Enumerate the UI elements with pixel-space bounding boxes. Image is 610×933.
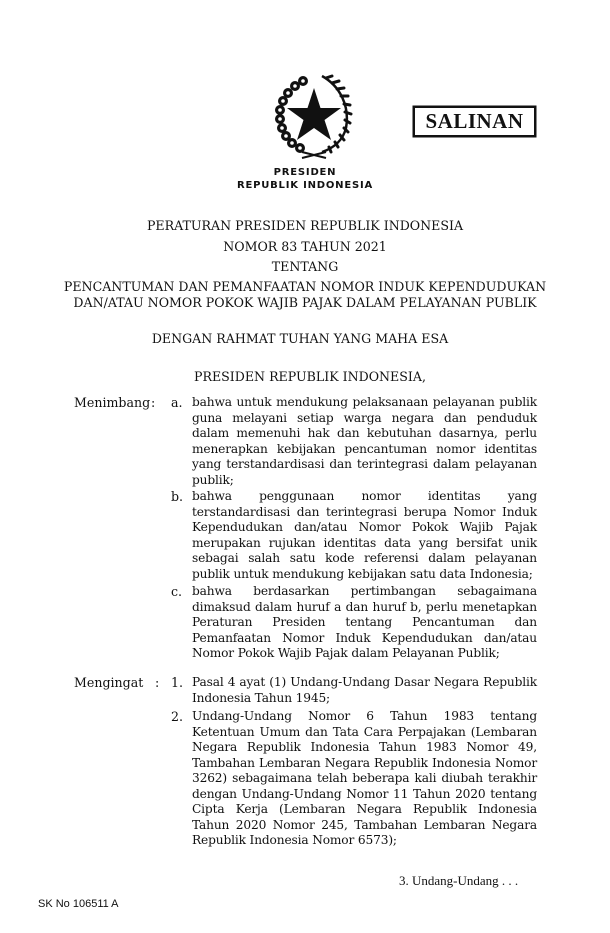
salinan-stamp: SALINAN xyxy=(413,106,536,137)
menimbang-item-a-marker: a. xyxy=(171,395,183,410)
menimbang-colon: : xyxy=(151,395,156,410)
page-continuation: 3. Undang-Undang . . . xyxy=(399,873,519,888)
regulation-number: NOMOR 83 TAHUN 2021 xyxy=(223,239,387,254)
mengingat-label: Mengingat xyxy=(74,675,144,690)
mengingat-item-1-marker: 1. xyxy=(171,675,184,690)
menimbang-item-a-text: bahwa untuk mendukung pelaksanaan pelayanan publik guna melayani setiap warga negara dan penduduk dalam memenuhi hak dan kebutuhan dasarnya, perlu menerapkan kebijakan pencantuman nomor identitas yang terstandardisasi dan terintegrasi dalam pelayanan publik; xyxy=(192,395,537,487)
menimbang-item-c-marker: c. xyxy=(171,584,183,599)
invocation: DENGAN RAHMAT TUHAN YANG MAHA ESA xyxy=(151,331,449,346)
sk-number: SK No 106511 A xyxy=(38,898,119,910)
menimbang-item-b-text: bahwa penggunaan nomor identitas yang terstandardisasi dan terintegrasi berupa Nomor Induk Kependudukan dan/atau Nomor Pokok Wajib Pajak merupakan rujukan identitas data yang bersifat unik sebagai salah satu kode referensi dalam pelayanan publik untuk mendukung kebijakan satu data Indonesia; xyxy=(192,489,537,581)
regulation-title: PERATURAN PRESIDEN REPUBLIK INDONESIA xyxy=(146,218,464,233)
regulation-subject-line1: PENCANTUMAN DAN PEMANFAATAN NOMOR INDUK KEPENDUDUKAN xyxy=(63,279,547,294)
mengingat-item-1-text: Pasal 4 ayat (1) Undang-Undang Dasar Negara Republik Indonesia Tahun 1945; xyxy=(192,675,537,705)
mengingat-item-2-text: Undang-Undang Nomor 6 Tahun 1983 tentang Ketentuan Umum dan Tata Cara Perpajakan (Lembaran Negara Republik Indonesia Tahun 1983 Nomor 49, Tambahan Lembaran Negara Republik Indonesia Nomor 3262) sebagaimana telah beberapa kali diubah terakhir dengan Undang-Undang Nomor 11 Tahun 2020 tentang Cipta Kerja (Lembaran Negara Republik Indonesia Tahun 2020 Nomor 245, Tambahan Lembaran Negara Republik Indonesia Nomor 6573); xyxy=(192,709,537,847)
regulation-tentang: TENTANG xyxy=(271,259,339,274)
menimbang-item-c-text: bahwa berdasarkan pertimbangan sebagaimana dimaksud dalam huruf a dan huruf b, perlu menetapkan Peraturan Presiden tentang Pencantuman dan Pemanfaatan Nomor Induk Kependudukan dan/atau Nomor Pokok Wajib Pajak dalam Pelayanan Publik; xyxy=(192,584,537,660)
menimbang-item-b-marker: b. xyxy=(171,489,184,504)
institution-line-presiden: PRESIDEN xyxy=(273,167,337,178)
presidential-emblem-icon xyxy=(270,72,358,160)
mengingat-colon: : xyxy=(155,675,160,690)
mengingat-item-2-marker: 2. xyxy=(171,709,184,724)
menimbang-label: Menimbang xyxy=(74,395,151,410)
regulation-subject-line2: DAN/ATAU NOMOR POKOK WAJIB PAJAK DALAM PELAYANAN PUBLIK xyxy=(73,295,537,310)
institution-line-republik: REPUBLIK INDONESIA xyxy=(236,180,374,191)
enacting-authority: PRESIDEN REPUBLIK INDONESIA, xyxy=(194,369,426,384)
